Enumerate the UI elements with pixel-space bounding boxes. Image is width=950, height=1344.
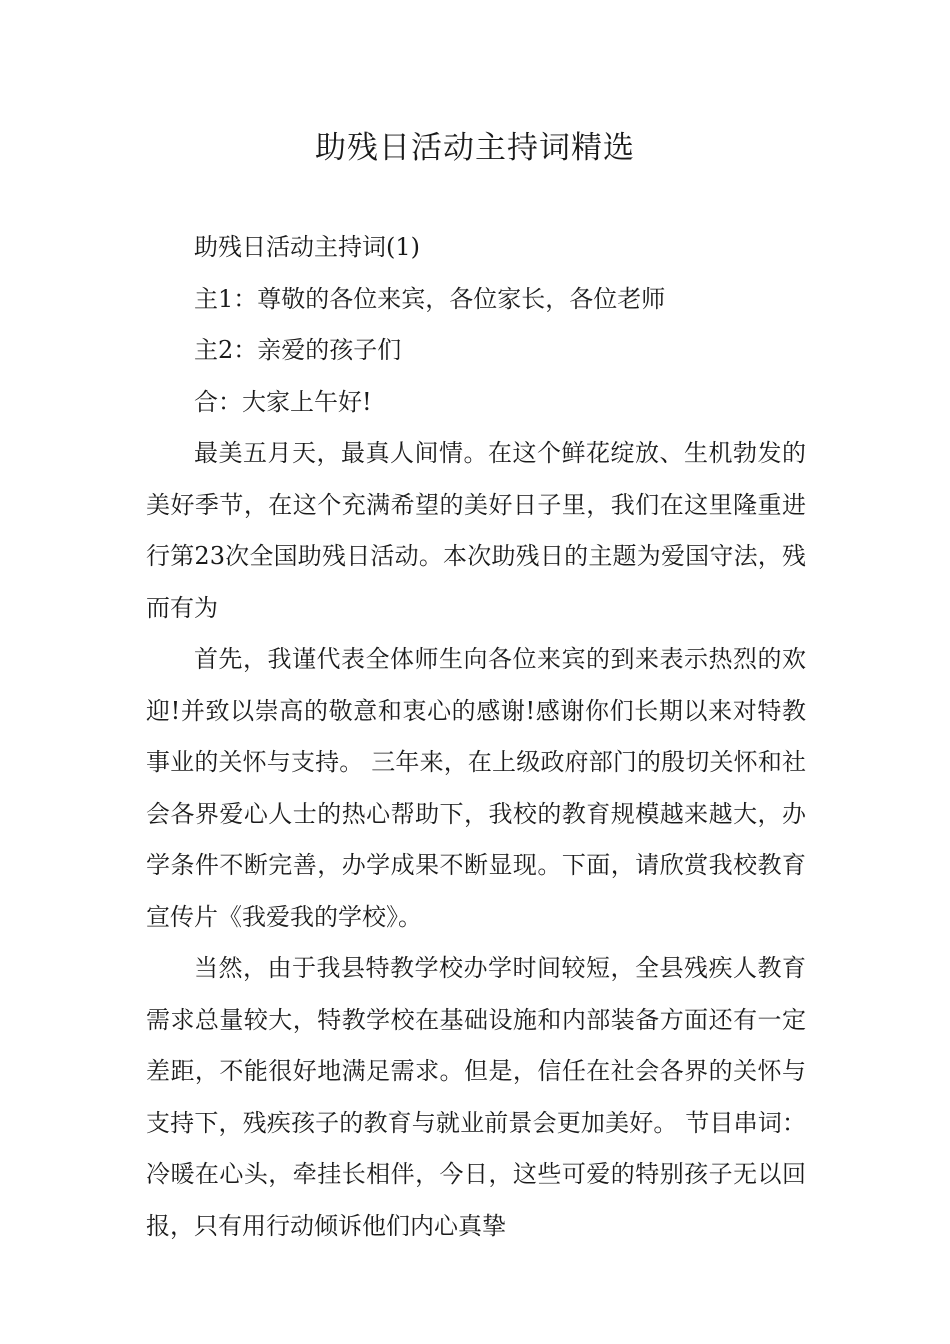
paragraph-together: 合：大家上午好! [194, 387, 372, 416]
paragraph-welcome: 首先，我谨代表全体师生向各位来宾的到来表示热烈的欢迎!并致以崇高的敬意和衷心的感谢!感谢你们长期以来对特教事业的关怀与支持。 三年来，在上级政府部门的殷切关怀和社会各界爱心人士的热心帮助下，我校的教育规模越来越大，办学条件不断完善，办学成果不断显现。下面，请欣赏我校教育宣传片《我爱我的学校》。 [146, 645, 806, 931]
paragraph-outlook: 当然，由于我县特教学校办学时间较短，全县残疾人教育需求总量较大，特教学校在基础设施和内部装备方面还有一定差距，不能很好地满足需求。但是，信任在社会各界的关怀与支持下，残疾孩子的教育与就业前景会更加美好。 节目串词：冷暖在心头，牵挂长相伴，今日，这些可爱的特别孩子无以回报，只有用行动倾诉他们内心真挚 [146, 954, 806, 1240]
paragraph-host1: 主1：尊敬的各位来宾，各位家长，各位老师 [194, 284, 666, 313]
paragraph-heading: 助残日活动主持词(1) [194, 233, 420, 261]
document-title: 助残日活动主持词精选 [315, 130, 635, 166]
document-body [146, 222, 806, 1252]
paragraph-opening: 最美五月天，最真人间情。在这个鲜花绽放、生机勃发的美好季节，在这个充满希望的美好日子里，我们在这里隆重进行第23次全国助残日活动。本次助残日的主题为爱国守法，残而有为 [146, 439, 806, 622]
paragraph-host2: 主2：亲爱的孩子们 [194, 336, 402, 364]
